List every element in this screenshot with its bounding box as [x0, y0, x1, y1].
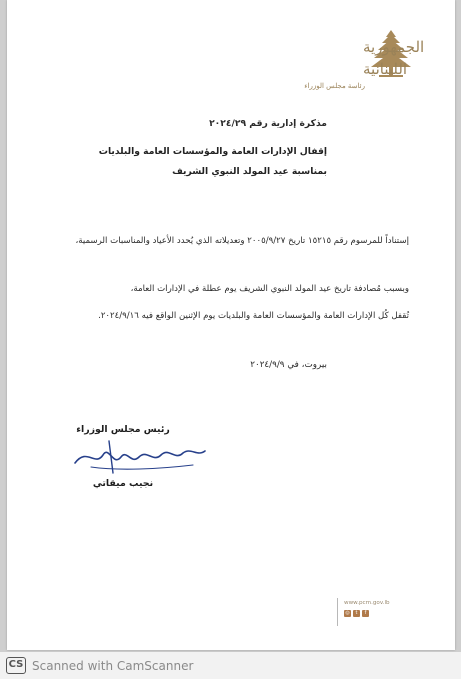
svg-text:الجمهورية: الجمهورية: [363, 38, 425, 56]
date-line: بيروت، في ٢٠٢٤/٩/٩: [250, 360, 327, 370]
instagram-icon: ◎: [345, 610, 350, 616]
republic-logo: [291, 30, 425, 82]
footer-social-links: [344, 610, 369, 617]
camscanner-logo-icon: CS: [6, 657, 26, 674]
body-paragraph-1: إستناداً للمرسوم رقم ١٥٢١٥ تاريخ ٢٠٠٥/٩/٢٧ وتعديلاته الذي يُحدد الأعياد والمناسبات الرسمية،: [75, 236, 409, 246]
twitter-icon: t: [353, 610, 360, 617]
handwritten-signature: [69, 437, 209, 477]
body-paragraph-3: تُقفل كُل الإدارات العامة والمؤسسات العامة والبلديات يوم الإثنين الواقع فيه ٢٠٢٤/٩/١٦.: [98, 311, 409, 321]
camscanner-watermark: [0, 652, 461, 679]
presidency-label: رئاسة مجلس الوزراء: [304, 82, 365, 90]
footer-website: www.pcm.gov.lb: [344, 600, 390, 606]
letterhead: [293, 26, 425, 106]
body-paragraph-2: وبسبب مُصادفة تاريخ عيد المولد النبوي الشريف يوم عطلة في الإدارات العامة،: [130, 284, 409, 294]
signatory-name: نجيب ميقاتي: [92, 478, 154, 489]
signatory-title: رئيس مجلس الوزراء: [76, 424, 170, 435]
svg-text:اللبنانية: اللبنانية: [363, 60, 408, 78]
memo-number: مذكرة إدارية رقم ٢٠٢٤/٢٩: [209, 118, 327, 129]
facebook-icon: f: [362, 610, 369, 617]
memo-subject-line1: إقفال الإدارات العامة والمؤسسات العامة والبلديات: [98, 146, 327, 157]
document-page: [7, 0, 455, 650]
camscanner-label: Scanned with CamScanner: [32, 659, 194, 673]
footer-divider: [337, 598, 338, 626]
memo-subject-line2: بمناسبة عيد المولد النبوي الشريف: [172, 166, 327, 177]
